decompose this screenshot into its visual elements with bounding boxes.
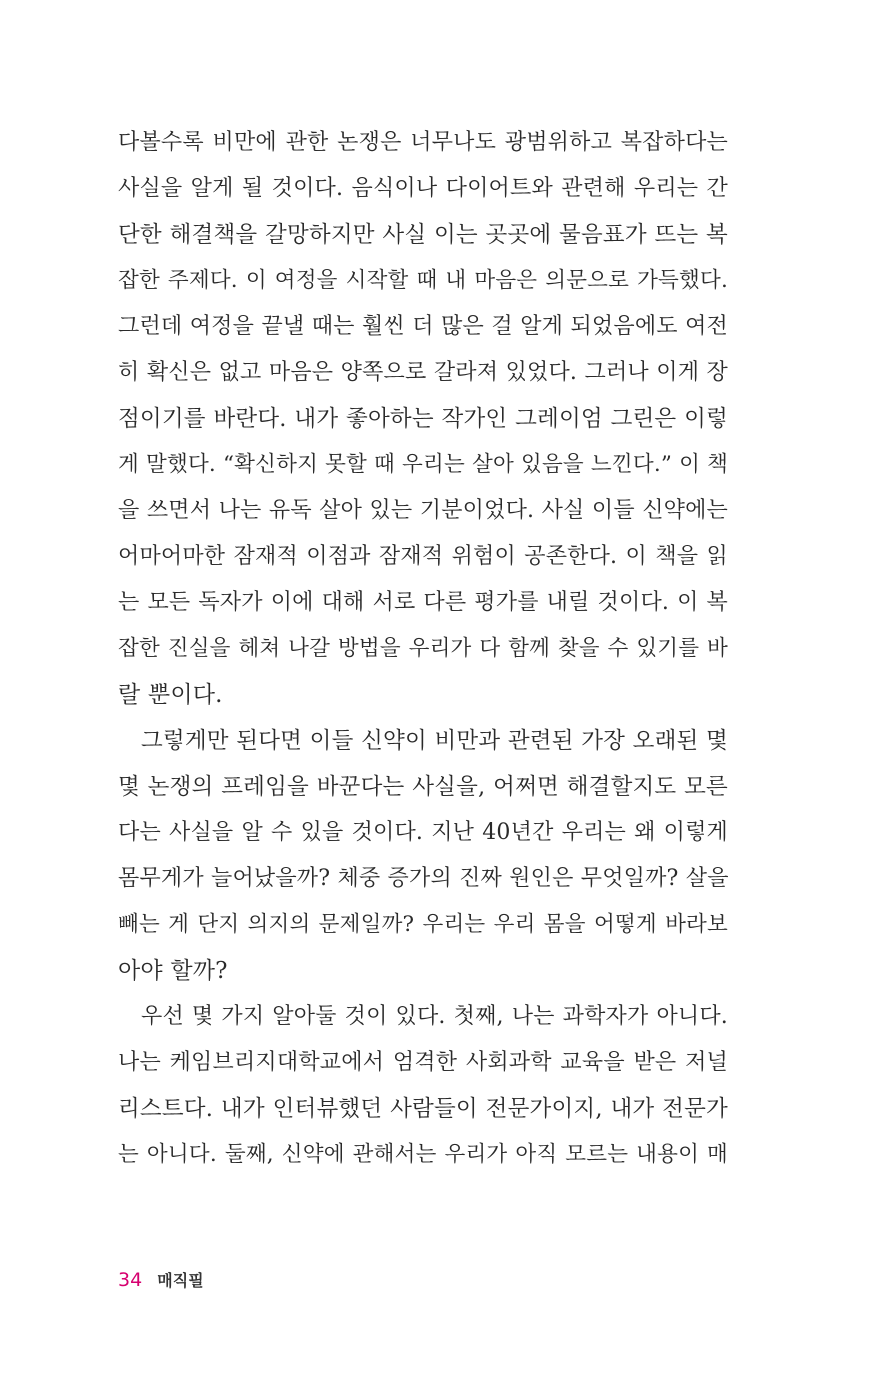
text-line: 게 말했다. “확신하지 못할 때 우리는 살아 있음을 느낀다.” 이 책: [118, 452, 729, 477]
text-line: 는 모든 독자가 이에 대해 서로 다른 평가를 내릴 것이다. 이 복: [118, 590, 728, 615]
text-line: 사실을 알게 될 것이다. 음식이나 다이어트와 관련해 우리는 간: [118, 176, 728, 201]
text-line: 점이기를 바란다. 내가 좋아하는 작가인 그레이엄 그린은 이렇: [118, 406, 728, 432]
text-line: 리스트다. 내가 인터뷰했던 사람들이 전문가이지, 내가 전문가: [118, 1096, 728, 1122]
text-line: 히 확신은 없고 마음은 양쪽으로 갈라져 있었다. 그러나 이게 장: [118, 360, 728, 385]
page-number: 34: [118, 1269, 143, 1291]
text-line: 잡한 진실을 헤쳐 나갈 방법을 우리가 다 함께 찾을 수 있기를 바: [118, 636, 728, 661]
text-line: 몇 논쟁의 프레임을 바꾼다는 사실을, 어쩌면 해결할지도 모른: [118, 774, 728, 800]
text-line: 빼는 게 단지 의지의 문제일까? 우리는 우리 몸을 어떻게 바라보: [118, 912, 728, 937]
text-line: 잡한 주제다. 이 여정을 시작할 때 내 마음은 의문으로 가득했다.: [118, 268, 728, 293]
text-line: 을 쓰면서 나는 유독 살아 있는 기분이었다. 사실 이들 신약에는: [118, 498, 728, 523]
text-line: 어마어마한 잠재적 이점과 잠재적 위험이 공존한다. 이 책을 읽: [118, 544, 728, 569]
text-line: 아야 할까?: [118, 958, 228, 984]
text-line: 그런데 여정을 끝낼 때는 훨씬 더 많은 걸 알게 되었음에도 여전: [118, 314, 728, 339]
text-line: 그렇게만 된다면 이들 신약이 비만과 관련된 가장 오래된 몇: [141, 728, 728, 754]
text-line: 단한 해결책을 갈망하지만 사실 이는 곳곳에 물음표가 뜨는 복: [118, 222, 728, 248]
text-line: 나는 케임브리지대학교에서 엄격한 사회과학 교육을 받은 저널: [118, 1050, 728, 1075]
running-title: 매직필: [157, 1271, 204, 1290]
text-line: 다는 사실을 알 수 있을 것이다. 지난 40년간 우리는 왜 이렇게: [118, 820, 728, 845]
body-text: [118, 120, 728, 1178]
text-line: 다볼수록 비만에 관한 논쟁은 너무나도 광범위하고 복잡하다는: [118, 130, 728, 155]
text-line: 랄 뿐이다.: [118, 682, 223, 708]
page-footer: [118, 1265, 204, 1295]
text-line: 몸무게가 늘어났을까? 체중 증가의 진짜 원인은 무엇일까? 살을: [118, 866, 729, 891]
text-line: 는 아니다. 둘째, 신약에 관해서는 우리가 아직 모르는 내용이 매: [118, 1142, 728, 1167]
text-line: 우선 몇 가지 알아둘 것이 있다. 첫째, 나는 과학자가 아니다.: [141, 1004, 728, 1029]
